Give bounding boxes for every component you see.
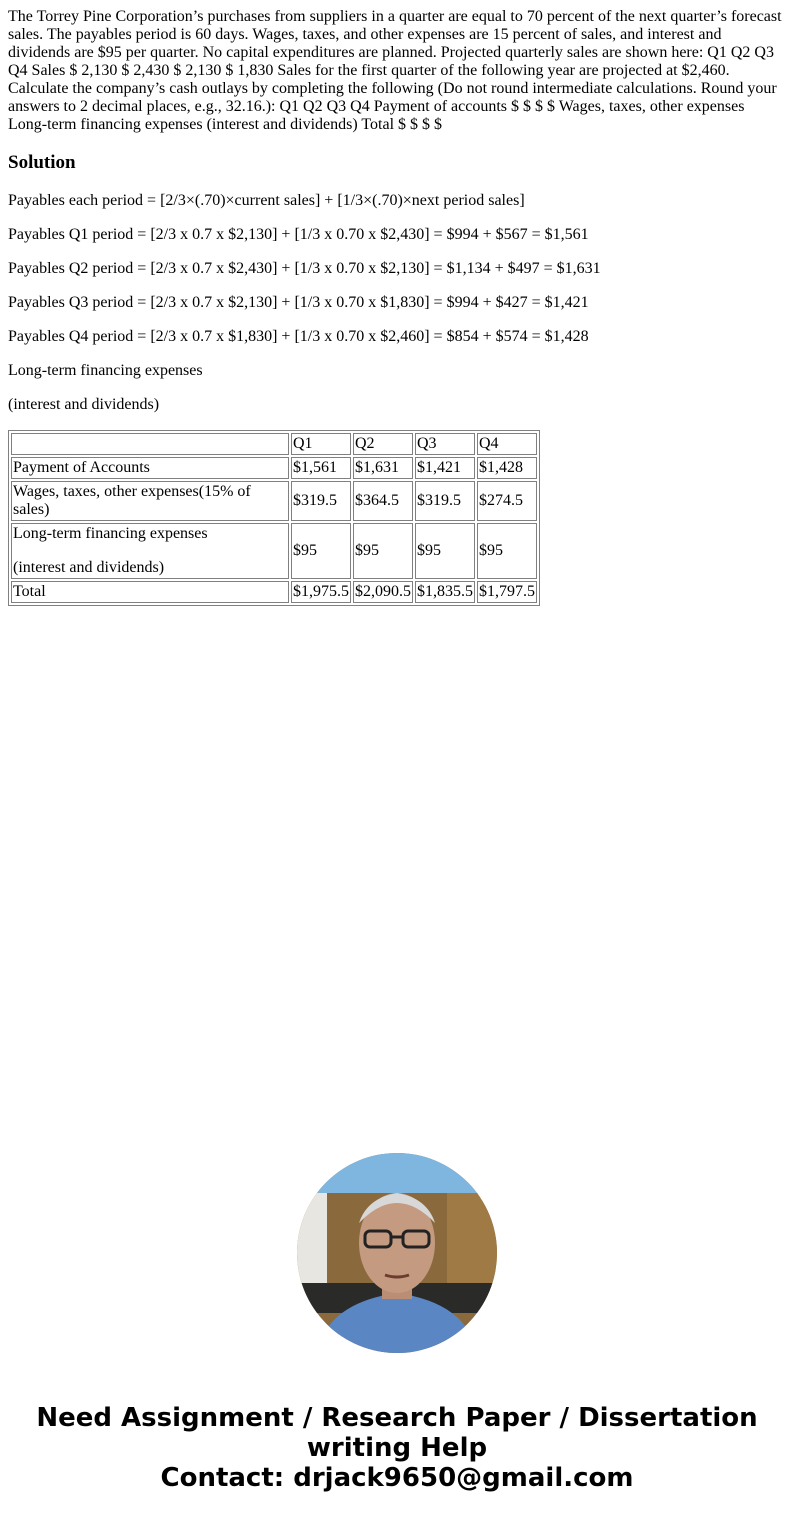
row-label: Wages, taxes, other expenses(15% of sales)	[11, 481, 289, 521]
payables-q1: Payables Q1 period = [2/3 x 0.7 x $2,130] + [1/3 x 0.70 x $2,430] = $994 + $567 = $1,561	[8, 226, 589, 243]
table-header-row	[11, 433, 537, 455]
table-cell: $1,421	[415, 457, 475, 479]
contact-banner	[0, 1403, 794, 1493]
row-label-line: (interest and dividends)	[13, 559, 165, 576]
financing-label: Long-term financing expenses	[8, 362, 203, 379]
table-cell: $1,835.5	[415, 581, 475, 603]
banner-line: writing Help	[306, 1433, 488, 1463]
table-cell: $1,975.5	[291, 581, 351, 603]
payables-formula: Payables each period = [2/3×(.70)×current sales] + [1/3×(.70)×next period sales]	[8, 192, 525, 209]
row-label: Payment of Accounts	[11, 457, 289, 479]
table-header-cell: Q2	[353, 433, 413, 455]
table-cell: $274.5	[477, 481, 537, 521]
question-text: The Torrey Pine Corporation’s purchases from suppliers in a quarter are equal to 70 percent of the next quarter’s forecast sales. The payables period is 60 days. Wages, taxes, and other expenses are 15 percent of sales, and interest and dividends are $95 per quarter. No capital expenditures are planned. Projected quarterly sales are shown here: Q1 Q2 Q3 Q4 Sales $ 2,130 $ 2,430 $ 2,130 $ 1,830 Sales for the first quarter of the following year are projected at $2,460. Calculate the company’s cash outlays by completing the following (Do not round intermediate calculations. Round your answers to 2 decimal places, e.g., 32.16.): Q1 Q2 Q3 Q4 Payment of accounts $ $ $ $ Wages, taxes, other expenses Long-term financing expenses (interest and dividends) Total $ $ $ $	[8, 8, 782, 133]
table-cell: $95	[291, 523, 351, 579]
payables-q4: Payables Q4 period = [2/3 x 0.7 x $1,830] + [1/3 x 0.70 x $2,460] = $854 + $574 = $1,428	[8, 328, 589, 345]
table-cell: $1,631	[353, 457, 413, 479]
payables-q3: Payables Q3 period = [2/3 x 0.7 x $2,130] + [1/3 x 0.70 x $1,830] = $994 + $427 = $1,421	[8, 294, 589, 311]
solution-heading: Solution	[8, 152, 76, 173]
table-cell: $95	[415, 523, 475, 579]
table-cell: $319.5	[291, 481, 351, 521]
banner-line: Need Assignment / Research Paper / Dissertation	[36, 1403, 758, 1433]
row-label	[11, 523, 289, 579]
table-header-cell: Q3	[415, 433, 475, 455]
financing-sublabel: (interest and dividends)	[8, 396, 160, 413]
table-row	[11, 481, 537, 521]
page-content	[0, 0, 794, 614]
table-row	[11, 581, 537, 603]
table-row	[11, 457, 537, 479]
table-cell: $1,428	[477, 457, 537, 479]
row-label: Total	[11, 581, 289, 603]
table-cell: $95	[353, 523, 413, 579]
payables-q2: Payables Q2 period = [2/3 x 0.7 x $2,430] + [1/3 x 0.70 x $2,130] = $1,134 + $497 = $1,631	[8, 260, 601, 277]
table-header-cell: Q1	[291, 433, 351, 455]
table-cell: $1,561	[291, 457, 351, 479]
table-cell: $319.5	[415, 481, 475, 521]
table-row	[11, 523, 537, 579]
author-photo	[297, 1153, 497, 1353]
table-cell: $2,090.5	[353, 581, 413, 603]
contact-email: Contact: drjack9650@gmail.com	[160, 1463, 634, 1493]
table-header-cell	[11, 433, 289, 455]
table-cell: $1,797.5	[477, 581, 537, 603]
table-cell: $364.5	[353, 481, 413, 521]
table-header-cell: Q4	[477, 433, 537, 455]
row-label-line: Long-term financing expenses	[13, 525, 208, 542]
table-cell: $95	[477, 523, 537, 579]
cash-outlays-table	[8, 430, 540, 606]
